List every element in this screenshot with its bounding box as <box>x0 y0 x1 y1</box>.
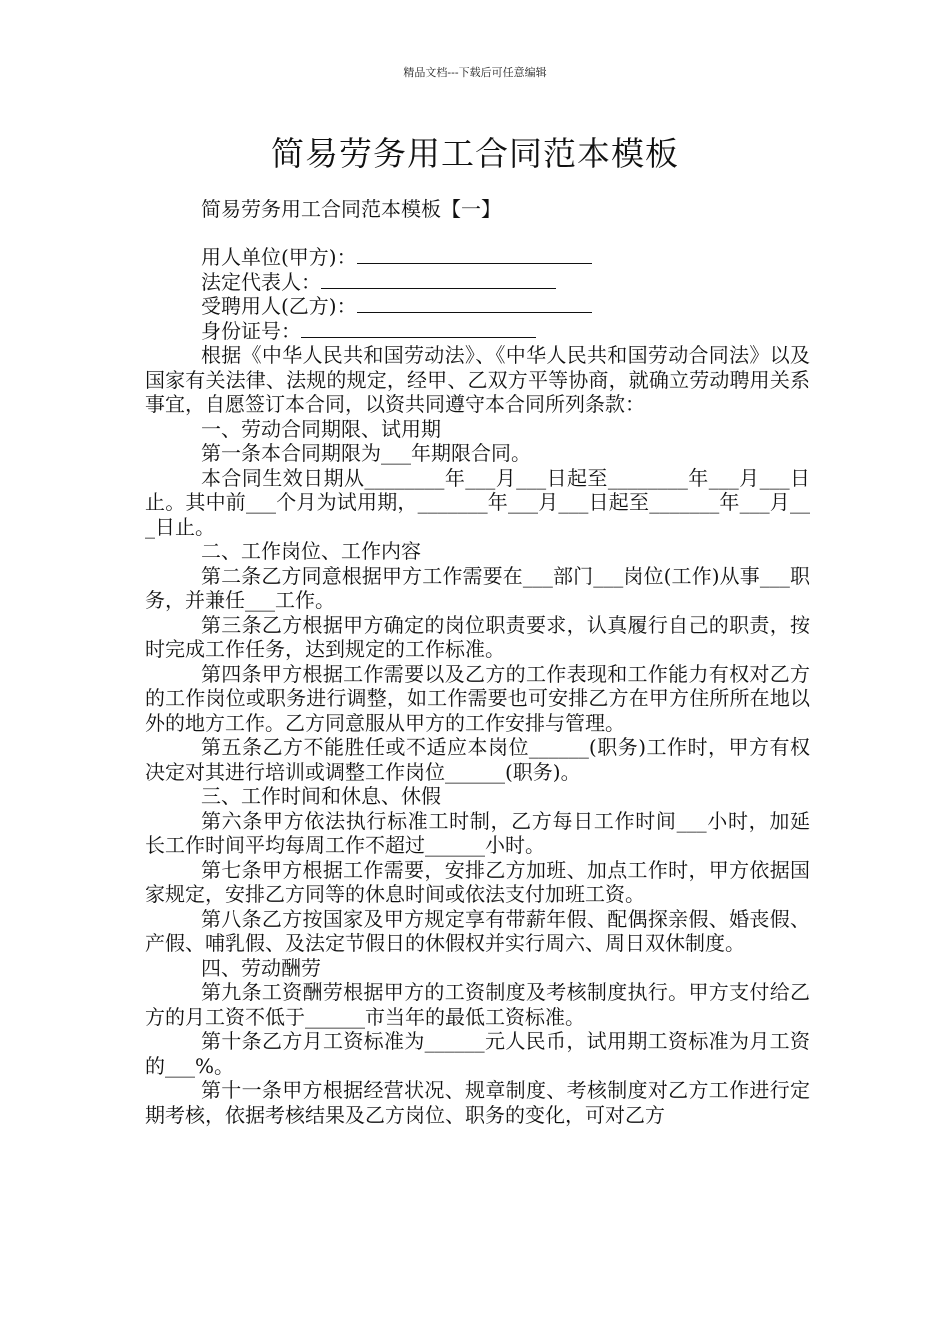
field-label: 受聘用人(乙方)： <box>201 294 357 318</box>
section-heading-4: 四、劳动酬劳 <box>201 955 321 980</box>
section-heading-2: 二、工作岗位、工作内容 <box>201 539 421 563</box>
article-9: 第九条工资酬劳根据甲方的工资制度及考核制度执行。甲方支付给乙方的月工资不低于______市当年的最低工资标准。 <box>145 980 810 1029</box>
article-3: 第三条乙方根据甲方确定的岗位职责要求，认真履行自己的职责，按时完成工作任务，达到规定的工作标准。 <box>145 612 810 661</box>
field-id-number <box>145 319 810 344</box>
blank-line <box>301 319 536 338</box>
section-heading-1: 一、劳动合同期限、试用期 <box>201 416 441 441</box>
document-body <box>145 193 810 1127</box>
document-title: 简易劳务用工合同范本模板 <box>271 134 679 173</box>
header-note: 精品文档---下载后可任意编辑 <box>403 66 547 79</box>
blank-line <box>321 270 556 289</box>
article-4: 第四条甲方根据工作需要以及乙方的工作表现和工作能力有权对乙方的工作岗位或职务进行调整，如工作需要也可安排乙方在甲方住所所在地以外的地方工作。乙方同意服从甲方的工作安排与管理。 <box>145 661 810 735</box>
section-heading-3: 三、工作时间和休息、休假 <box>201 784 441 808</box>
field-label: 身份证号： <box>201 318 301 343</box>
article-6: 第六条甲方依法执行标准工时制，乙方每日工作时间___小时，加延长工作时间平均每周工作不超过______小时。 <box>145 808 810 857</box>
blank-line <box>357 245 592 264</box>
blank-line <box>357 294 592 313</box>
intro-paragraph: 根据《中华人民共和国劳动法》、《中华人民共和国劳动合同法》以及国家有关法律、法规的规定，经甲、乙双方平等协商，就确立劳动聘用关系事宜，自愿签订本合同，以资共同遵守本合同所列条款： <box>145 343 810 416</box>
article-11: 第十一条甲方根据经营状况、规章制度、考核制度对乙方工作进行定期考核，依据考核结果及乙方岗位、职务的变化，可对乙方 <box>145 1078 810 1127</box>
article-2: 第二条乙方同意根据甲方工作需要在___部门___岗位(工作)从事___职务，并兼任___工作。 <box>145 563 810 612</box>
field-employer <box>145 245 810 270</box>
document-subtitle: 简易劳务用工合同范本模板【一】 <box>201 197 501 221</box>
article-10: 第十条乙方月工资标准为______元人民币，试用期工资标准为月工资的___%。 <box>145 1029 810 1078</box>
article-5: 第五条乙方不能胜任或不适应本岗位______(职务)工作时，甲方有权决定对其进行培训或调整工作岗位______(职务)。 <box>145 735 810 784</box>
contract-dates: 本合同生效日期从________年___月___日起至________年___月___日止。其中前___个月为试用期，_______年___月___日起至_______年___月___日止。 <box>145 465 810 539</box>
article-7: 第七条甲方根据工作需要，安排乙方加班、加点工作时，甲方依据国家规定，安排乙方同等的休息时间或依法支付加班工资。 <box>145 857 810 906</box>
article-1: 第一条本合同期限为___年期限合同。 <box>201 441 531 465</box>
field-legal-representative <box>145 270 810 295</box>
field-label: 用人单位(甲方)： <box>201 245 357 269</box>
field-label: 法定代表人： <box>201 269 321 294</box>
field-employee <box>145 294 810 319</box>
article-8: 第八条乙方按国家及甲方规定享有带薪年假、配偶探亲假、婚丧假、产假、哺乳假、及法定节假日的休假权并实行周六、周日双休制度。 <box>145 906 810 955</box>
